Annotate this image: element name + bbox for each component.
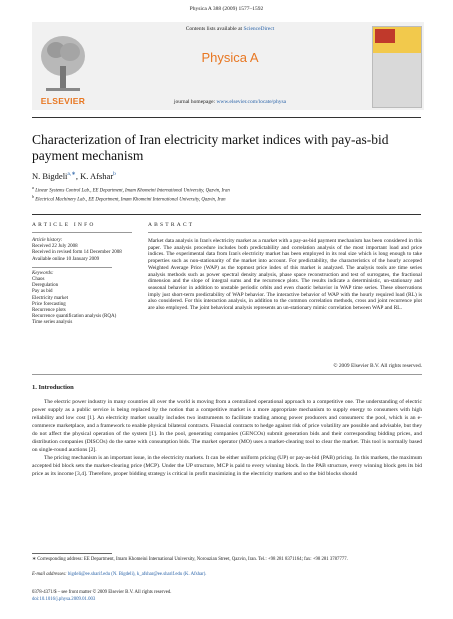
affiliation: [32, 185, 422, 194]
history-item: Received in revised form 14 December 2008: [32, 250, 122, 256]
corresponding-footnote: ∗ Corresponding address: EE Department, Imam Khomeini International University, Norouzian Street, Qazvin, Iran. Tel.: +98 281 8371164; fax: +98 281 3787777.: [32, 557, 348, 562]
doi-line: [32, 597, 422, 603]
history-item: Received 22 July 2008: [32, 244, 78, 250]
keyword: Time series analysis: [32, 320, 73, 326]
email-links[interactable]: bigdeli@ee.sharif.edu (N. Bigdeli), k_afshar@ee.sharif.edu (K. Afshar).: [67, 572, 207, 577]
journal-cover-thumbnail: [372, 26, 422, 108]
keyword: Deregulation: [32, 283, 59, 289]
author-name[interactable]: K. Afshar: [80, 171, 114, 181]
keyword: Recurrence quantification analysis (RQA): [32, 314, 117, 320]
publisher-logo-text: ELSEVIER: [40, 96, 86, 106]
section-rule: [32, 214, 421, 215]
contents-prefix: Contents lists available at: [185, 26, 244, 32]
header-rule: [32, 117, 421, 118]
affiliation: [32, 194, 422, 203]
history-item: Available online 10 January 2009: [32, 256, 100, 262]
author-name[interactable]: N. Bigdeli: [32, 171, 68, 181]
abstract-rule: [148, 232, 422, 233]
email-label: E-mail addresses:: [32, 572, 68, 577]
journal-homepage-link[interactable]: www.elsevier.com/locate/physa: [216, 99, 287, 105]
abstract-heading: ABSTRACT: [148, 222, 195, 228]
author-marks[interactable]: b: [113, 171, 116, 178]
elsevier-tree-logo: [34, 26, 92, 106]
affiliation-text: Linear Systems Control Lab., EE Department, Imam Khomeini International University, Qazvin, Iran: [35, 188, 230, 194]
keyword: Recurrence plots: [32, 308, 66, 314]
keyword: Price forecasting: [32, 301, 66, 307]
affiliation-mark: b: [32, 194, 34, 199]
issn-line: 0378-4371/$ – see front matter © 2009 Elsevier B.V. All rights reserved.: [32, 590, 172, 595]
author-marks[interactable]: a,∗: [67, 171, 76, 178]
cover-title-block: [375, 29, 395, 43]
paragraph: The electric power industry in many countries all over the world is moving from a centralized operational approach to a competitive one. The understanding of electric power supply as a public service is being replaced by the notion that a competitive market is a more appropriate mechanism to supply energy to consumers with high reliability and low cost [1]. An electricity market usually includes two instruments to facilitate trading among power producers and consumers: the pool, which is an e-commerce marketplace, and a framework to enable physical bilateral contracts. Financial contracts to hedge against risk of price volatility are possible and advisable, but they do not affect the physical operation of the system [1]. In the pool, generating companies (GENCOs) submit generation bids and their corresponding bidding prices, and distribution companies (DISCOs) do the same with consumption bids. The market operator (MO) uses a market-clearing tool to clear the market. This tool is normally based on single-round auctions [2].: [32, 399, 422, 453]
keyword: Pay as bid: [32, 289, 53, 295]
section-heading: 1. Introduction: [32, 384, 74, 391]
email-footnote: [32, 572, 422, 578]
author-line: [32, 171, 422, 181]
affiliation-text: Electrical Machinery Lab., EE Department, Imam Khomeini International University, Qazvin, Iran: [35, 197, 226, 203]
history-label: Article history:: [32, 238, 63, 243]
contents-line: [100, 26, 360, 32]
info-rule: [32, 232, 132, 233]
author-separator: ,: [75, 171, 81, 181]
article-title: Characterization of Iran electricity market indices with pay-as-bid payment mechanism: [32, 132, 389, 163]
keyword: Electricity market: [32, 295, 68, 301]
affiliation-mark: a: [32, 185, 34, 190]
journal-name: Physica A: [201, 50, 259, 65]
homepage-prefix: journal homepage:: [173, 99, 217, 105]
paragraph: The pricing mechanism is an important issue, in the electricity markets. It can be either uniform pricing (UP) or pay-as-bid (PAB) pricing. In this markets, the maximum accepted bid block sets the market-clearing price (MCP). Under the UP structure, MCP is paid to every winning block. In the PAB structure, every winning block gets its bid price as its income [3,4]. Therefore, proper bidding strategy is critical in profit maximizing in the electricity markets and so the bid blocks should: [32, 455, 422, 477]
abstract-end-rule: [32, 374, 422, 375]
keywords-label: Keywords:: [32, 270, 54, 276]
info-divider: [32, 267, 112, 268]
introduction-body: [32, 398, 422, 478]
copyright: © 2009 Elsevier B.V. All rights reserved.: [333, 363, 422, 369]
keyword: Chaos: [32, 277, 45, 283]
homepage-line: [100, 99, 360, 105]
doi-link[interactable]: doi:10.1016/j.physa.2009.01.003: [32, 597, 96, 602]
footnote-rule: [32, 553, 112, 554]
article-info: [32, 238, 132, 327]
abstract-text: Market data analysis in Iran's electricity market as a market with a pay-as-bid payment mechanism has been considered in this paper. The analysis procedure includes both predictability and correlation analysis of the most important load and price indices. The experimental data from Iran's electricity market has been employed in its real size which is long enough to take properties such as non-stationarity of the market into account. For predictability, the characteristics of the hourly accepted Weighted Average Price (WAP) as the topmost price index of this market is analyzed. The analysis tools are time series analysis methods such as power spectral density analysis, phase space reconstruction and test of surrogates, the fractional dimension and the slope of integral sums and the recurrence plots. The results indicate a deterministic, un-stationary and seasonal behavior in addition to unstable periodic orbits and even chaotic behavior in WAP time series. These observations imply just short-term predictability of WAP behavior. The interactive behavior of WAP with the hourly required load (RL) is also considered. For this interaction analysis, in addition to the common correlation methods, cross and joint recurrence plot are also employed. The joint behavioral analysis represents an un-stationary mimic correlation between WAP and RL.: [148, 238, 422, 312]
sciencedirect-link[interactable]: ScienceDirect: [243, 26, 275, 32]
article-info-heading: ARTICLE INFO: [32, 222, 96, 228]
running-header: Physica A 388 (2009) 1577–1592: [189, 6, 264, 12]
